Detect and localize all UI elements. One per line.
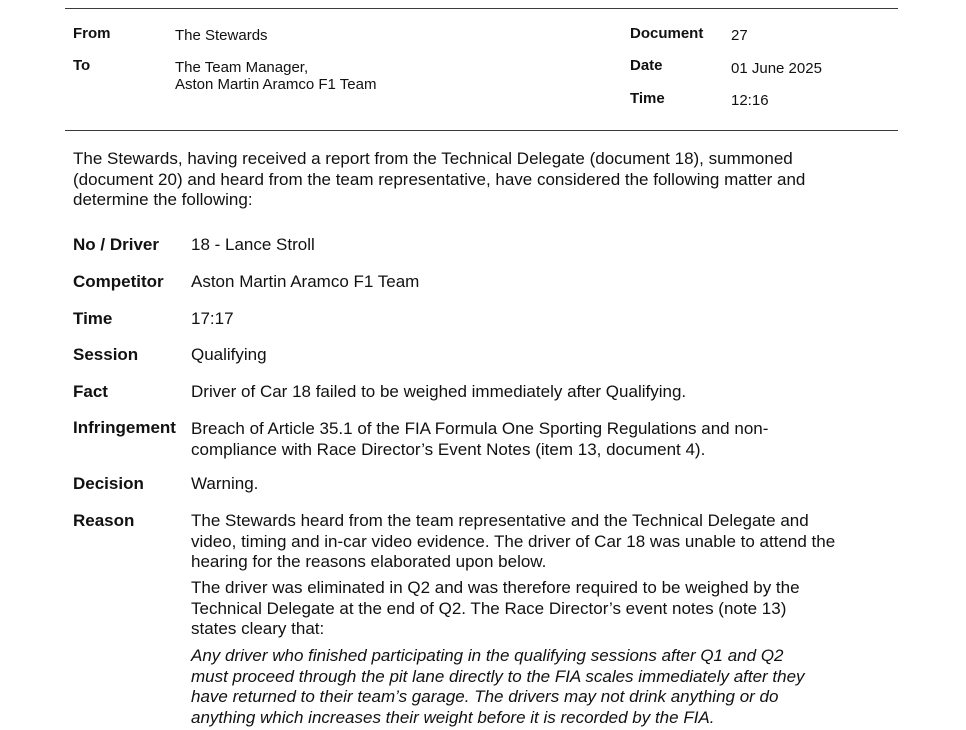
intro-line: (document 20) and heard from the team representative, have considered the following matter and xyxy=(73,169,806,189)
document-number: 27 xyxy=(731,27,748,44)
infringement-label: Infringement xyxy=(73,418,176,437)
infringement-line: compliance with Race Director’s Event Notes (item 13, document 4). xyxy=(191,439,706,459)
reason-line: video, timing and in-car video evidence. The driver of Car 18 was unable to attend the xyxy=(191,531,836,551)
reason-label: Reason xyxy=(73,511,135,530)
from-value: The Stewards xyxy=(175,27,268,44)
fact-label: Fact xyxy=(73,382,108,401)
decision-value: Warning. xyxy=(191,474,259,493)
to-label: To xyxy=(73,57,91,74)
quote-line: have returned to their team’s garage. The drivers may not drink anything or do xyxy=(191,687,779,706)
incident-time-value: 17:17 xyxy=(191,309,234,328)
fact-value: Driver of Car 18 failed to be weighed immediately after Qualifying. xyxy=(191,382,687,401)
header-bottom-rule xyxy=(65,130,898,131)
intro-line: determine the following: xyxy=(73,190,253,209)
from-label: From xyxy=(73,25,111,42)
reason-paragraph-2 xyxy=(191,578,891,640)
event-note-quote xyxy=(191,646,891,728)
time-label: Time xyxy=(630,90,665,107)
quote-line: Any driver who finished participating in the qualifying sessions after Q1 and Q2 xyxy=(191,646,784,665)
intro-paragraph xyxy=(73,149,893,211)
reason-line: Technical Delegate at the end of Q2. The Race Director’s event notes (note 13) xyxy=(191,598,787,618)
reason-paragraph-1 xyxy=(191,511,891,573)
infringement-line: Breach of Article 35.1 of the FIA Formula One Sporting Regulations and non- xyxy=(191,419,769,438)
to-value-line: Aston Martin Aramco F1 Team xyxy=(175,76,377,93)
date-label: Date xyxy=(630,57,663,74)
to-value xyxy=(175,59,376,93)
session-value: Qualifying xyxy=(191,345,267,364)
date-value: 01 June 2025 xyxy=(731,60,822,77)
incident-time-label: Time xyxy=(73,309,113,328)
to-value-line: The Team Manager, xyxy=(175,59,309,76)
competitor-label: Competitor xyxy=(73,272,164,291)
reason-line: states cleary that: xyxy=(191,619,325,638)
header-top-rule xyxy=(65,8,898,9)
reason-line: hearing for the reasons elaborated upon below. xyxy=(191,552,547,571)
decision-label: Decision xyxy=(73,474,144,493)
reason-line: The Stewards heard from the team representative and the Technical Delegate and xyxy=(191,511,809,530)
competitor-value: Aston Martin Aramco F1 Team xyxy=(191,272,420,291)
reason-line: The driver was eliminated in Q2 and was therefore required to be weighed by the xyxy=(191,578,800,597)
infringement-value xyxy=(191,419,891,460)
driver-label: No / Driver xyxy=(73,235,159,254)
intro-line: The Stewards, having received a report from the Technical Delegate (document 18), summoned xyxy=(73,149,793,168)
quote-line: anything which increases their weight before it is recorded by the FIA. xyxy=(191,707,715,727)
document-label: Document xyxy=(630,25,704,42)
time-value: 12:16 xyxy=(731,92,769,109)
driver-value: 18 - Lance Stroll xyxy=(191,235,315,254)
session-label: Session xyxy=(73,345,139,364)
quote-line: must proceed through the pit lane directly to the FIA scales immediately after they xyxy=(191,666,805,686)
